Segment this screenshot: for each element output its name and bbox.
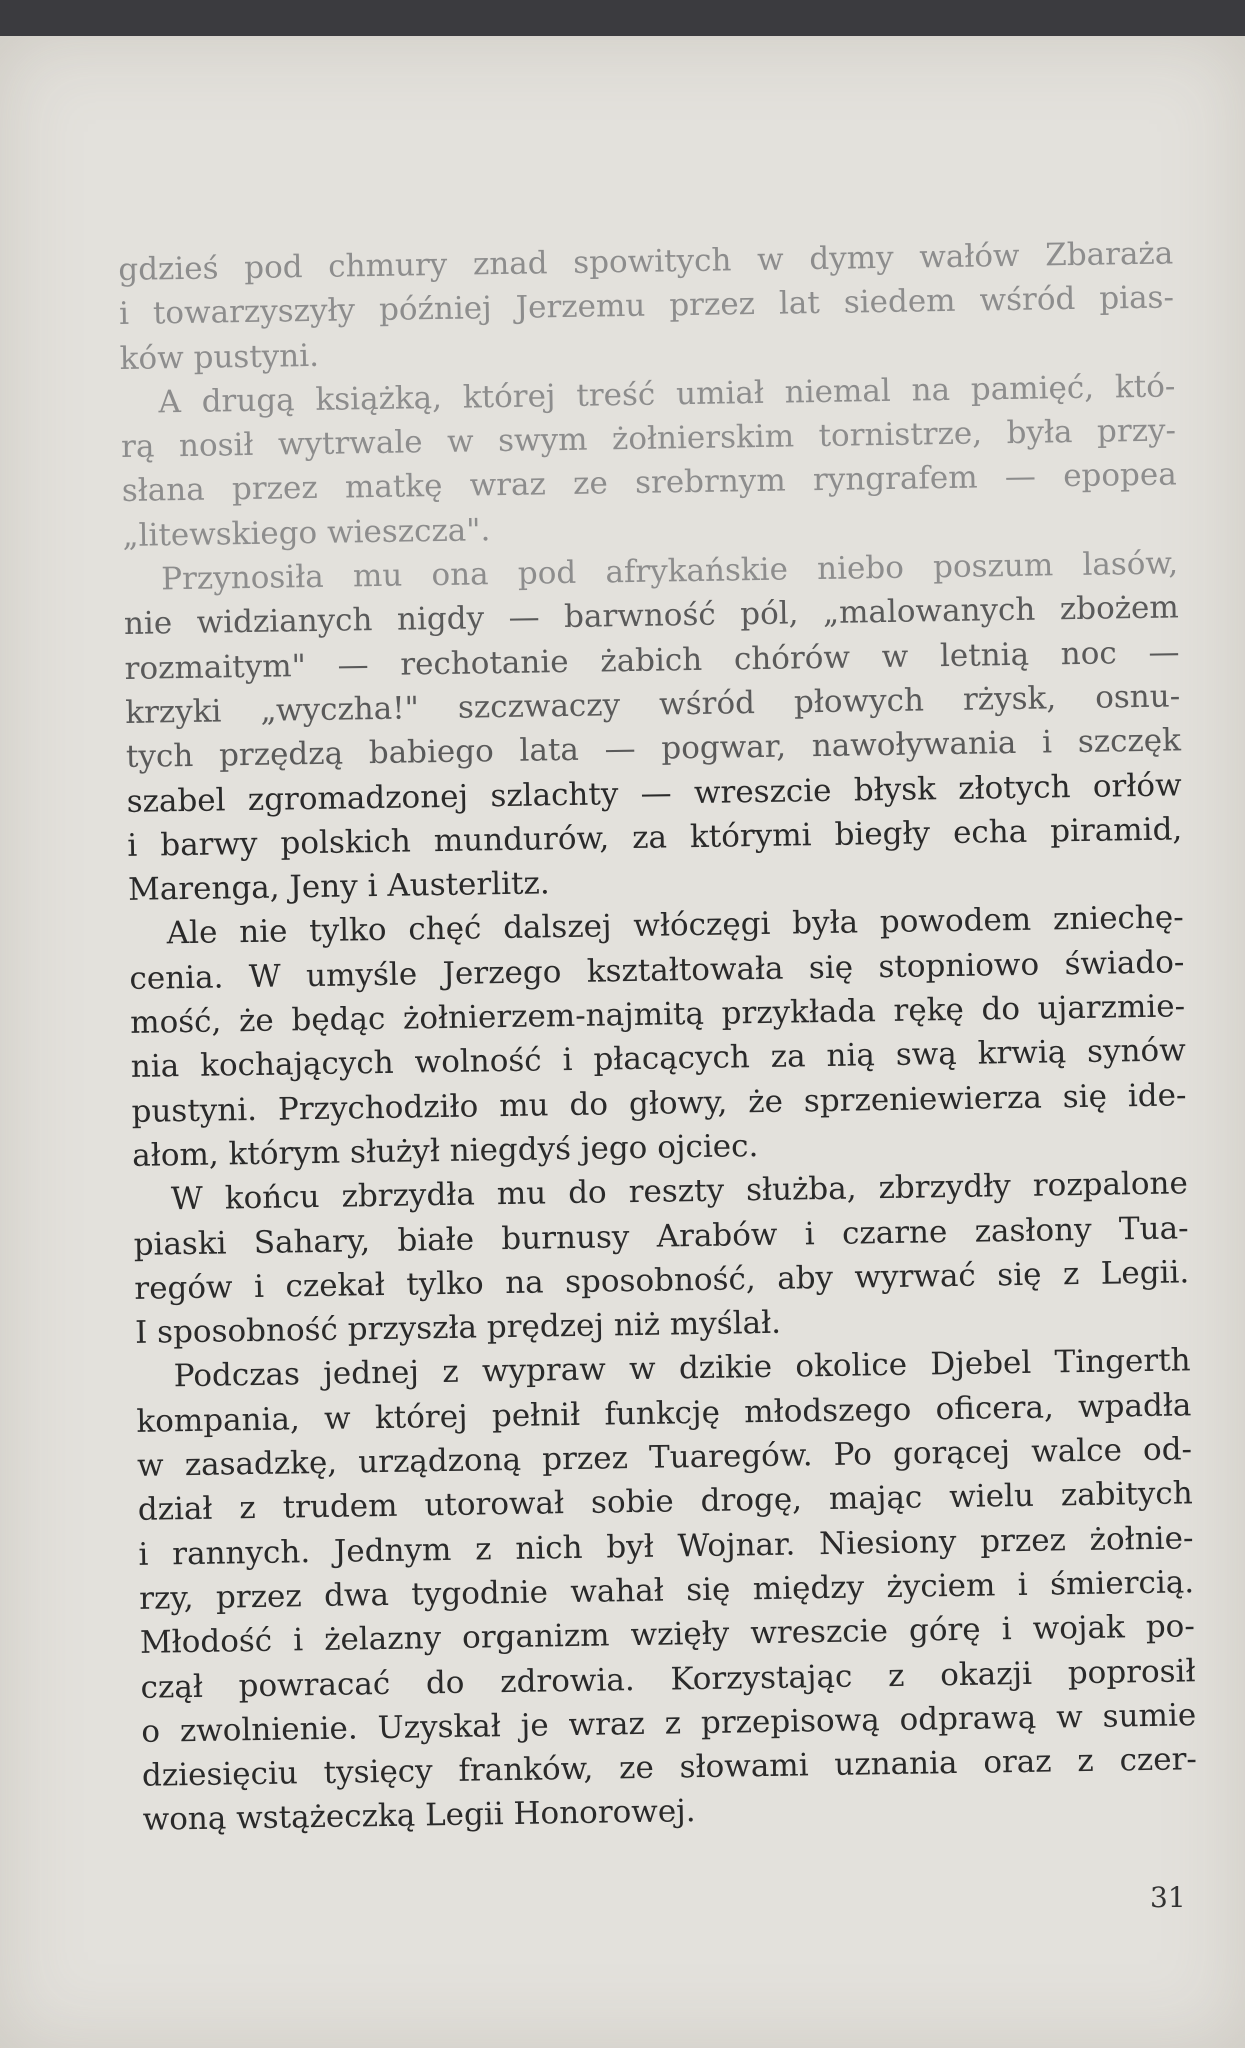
text-line: krzyki „wyczha!" szczwaczy wśród płowych rżysk, osnu- — [125, 678, 1181, 731]
text-line: tych przędzą babiego lata — pogwar, nawoływania i szczęk — [125, 722, 1182, 776]
text-line: i rannych. Jednym z nich był Wojnar. Niesiony przez żołnie- — [138, 1519, 1194, 1573]
text-line: „litewskiego wieszcza". — [122, 511, 491, 554]
text-line: i towarzyszyły później Jerzemu przez lat siedem wśród pias- — [118, 279, 1175, 333]
text-line: woną wstążeczką Legii Honorowej. — [142, 1793, 696, 1839]
text-line: i barwy polskich mundurów, za którymi biegły echa piramid, — [127, 811, 1183, 864]
text-line: kompania, w której pełnił funkcję młodszego oficera, wpadła — [136, 1387, 1192, 1440]
text-line: nie widzianych nigdy — barwność pól, „malowanych zbożem — [123, 589, 1180, 643]
text-line: rą nosił wytrwale w swym żołnierskim tornistrze, była przy- — [120, 412, 1177, 466]
text-line: mość, że będąc żołnierzem-najmitą przykłada rękę do ujarzmie- — [129, 988, 1186, 1041]
text-line: rozmaitym" — rechotanie żabich chórów w letnią noc — — [124, 634, 1180, 687]
text-line: W końcu zbrzydła mu do reszty służba, zbrzydły rozpalone — [170, 1165, 1189, 1218]
text-line: dziesięciu tysięcy franków, ze słowami uznania oraz z czer- — [141, 1741, 1198, 1794]
text-line: szabel zgromadzonej szlachty — wreszcie błysk złotych orłów — [126, 766, 1182, 820]
text-line: Młodość i żelazny organizm wzięły wreszcie górę i wojak po- — [139, 1608, 1196, 1662]
text-line: czął powracać do zdrowia. Korzystając z okazji poprosił — [140, 1652, 1196, 1706]
text-line: Marenga, Jeny i Austerlitz. — [127, 865, 550, 909]
text-line: A drugą książką, której treść umiał niemal na pamięć, któ- — [158, 368, 1176, 421]
text-line: pustyni. Przychodziło mu do głowy, że sprzeniewierza się ide- — [131, 1076, 1187, 1130]
book-page — [0, 36, 1245, 2048]
text-line: nia kochających wolność i płacących za nią swą krwią synów — [130, 1032, 1187, 1086]
text-line: Ale nie tylko chęć dalszej włóczęgi była powodem zniechę- — [166, 899, 1184, 952]
text-line: w zasadzkę, urządzoną przez Tuaregów. Po gorącej walce od- — [136, 1431, 1193, 1484]
text-line: ków pustyni. — [119, 337, 320, 377]
text-line: rzy, przez dwa tygodnie wahał się między życiem i śmiercią. — [138, 1564, 1195, 1617]
text-line: cenia. W umyśle Jerzego kształtowała się stopniowo świado- — [129, 944, 1185, 997]
text-line: ałom, którym służył niegdyś jego ojciec. — [131, 1127, 759, 1174]
page-number: 31 — [1150, 1881, 1186, 1914]
text-line: gdzieś pod chmury znad spowitych w dymy wałów Zbaraża — [118, 235, 1174, 288]
text-line: słana przez matkę wraz ze srebrnym ryngrafem — epopea — [121, 456, 1177, 510]
text-line: I sposobność przyszła prędzej niż myślał. — [134, 1304, 782, 1351]
text-line: Przynosiła mu ona pod afrykańskie niebo poszum lasów, — [160, 545, 1179, 598]
text-line: o zwolnienie. Uzyskał je wraz z przepisową odprawą w sumie — [141, 1697, 1197, 1750]
text-line: Podczas jednej z wypraw w dzikie okolice Djebel Tingerth — [173, 1342, 1191, 1395]
text-line: piaski Sahary, białe burnusy Arabów i czarne zasłony Tua- — [133, 1209, 1189, 1263]
text-line: regów i czekał tylko na sposobność, aby wyrwać się z Legii. — [134, 1254, 1190, 1307]
text-line: dział z trudem utorował sobie drogę, mając wielu zabitych — [137, 1475, 1193, 1529]
body-text — [118, 231, 1198, 1842]
